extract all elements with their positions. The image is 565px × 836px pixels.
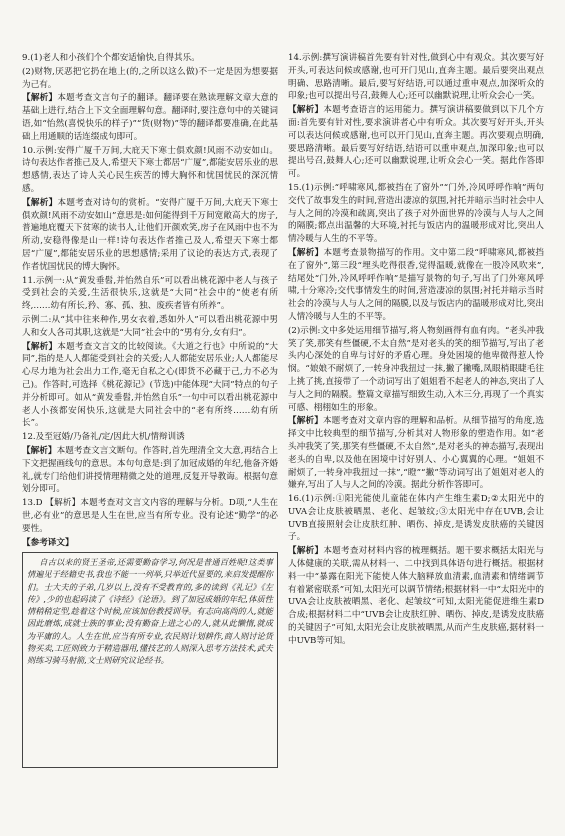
text-paragraph: 【解析】本题考查文言文断句。作答时,首先理清全文大意,再结合上下文把握画线句的意思。本句句意是:到了加冠成婚的年纪,他备齐婚礼,就专门给他们讲授情理精微之处的道理,反复开导教诲。根据句意划分即可。	[22, 445, 278, 495]
text-paragraph: (2)示例:文中多处运用细节描写,将人物刻画得有血有肉。“老头冲我笑了笑,那笑有些僵硬,不太自然”是对老头的笑的细节描写,写出了老头内心深处的自卑与讨好的矛盾心理。身处困境的他卑微得惹人怜悯。“娘娘不耐烦了,一转身冲我扭过一抹,撇了撇嘴,凤眼梢眼睫毛往上挑了挑,直接带了一个动词写出了姐姐看不起老人的神态,突出了人与人之间的隔膜。整篇文章描写细致生动,入木三分,再现了一个真实可感、栩栩如生的形象。	[288, 325, 544, 413]
text-paragraph: 【解析】本题考查文言文的比较阅读。《大道之行也》中所说的“大同”,指的是人人都能受到社会的关爱;人人都能安居乐业;人人都能尽心尽力地为社会出力工作,毫无自私之心(即货不必藏于己,力不必为己)。作答时,可选择《桃花源记》(节选)中能体现“大同”特点的句子并分析即可。如从“黄发垂髫,并怡然自乐”一句中可以看出桃花源中老人小孩都安闲快乐,这就是大同社会中的“老有所终……幼有所长”。	[22, 341, 278, 429]
text-paragraph: 13.D 【解析】本题考查对文言文内容的理解与分析。D项,“人生在世,必有业”的意思是人生在世,应当有所专业。没有论述“勤学”的必要性。	[22, 498, 278, 534]
reference-translation-text: 自古以来的贤王圣帝,还需要勤奋学习,何况是普通百姓呢!这类事情遍见于经籍史书,我也不能一一列举,只举近代显要的,来启发提醒你们。士大夫的子弟,几岁以上,没有不受教育的,多的读到《礼记》《左传》,少的也起码读了《诗经》《论语》。到了加冠成婚的年纪,体质性情稍稍定型,趁着这个时候,应该加倍教授训导。有志向高尚的人,就能因此磨炼,成就士族的事业;没有勤奋上进之心的人,就从此懒惰,就成为平庸的人。人生在世,应当有所专业,农民则计划耕作,商人则讨论货物买卖,工匠则致力于精造器用,懂技艺的人则深入思考方法技术,武夫则练习骑马射箭,文士则研究议论经书。	[27, 557, 273, 665]
text-paragraph: 16.(1)示例:①阳光能使儿童能在体内产生维生素D;②太阳光中的UVA会让皮肤被晒黑、老化、起皱纹;③太阳光中存在UVB,会让UVB直接照射会让皮肤红肿、晒伤、掉皮,是诱发皮肤癌的关键因子。	[288, 494, 544, 543]
text-paragraph: 11.示例一:从“黄发垂髫,并怡然自乐”可以看出桃花源中老人与孩子受到社会的关爱,生活很快乐,这就是“大同”社会中的“使老有所终,……幼有所长,矜、寡、孤、独、废疾者皆有所养”。	[22, 275, 278, 312]
text-paragraph: (2)财物,厌恶把它扔在地上(的,之所以这么做)不一定是因为想要据为己有。	[22, 66, 278, 90]
text-paragraph: 10.示例:安得广厦千万间,大庇天下寒士俱欢颜!风雨不动安如山。 诗句表达作者推己及人,希望天下寒士都居“广厦”,都能安居乐业的思想感情,表达了诗人关心民生疾苦的博大胸怀和忧国忧民的深沉情感。	[22, 145, 278, 194]
text-paragraph: 【解析】本题考查对材料内容的梳理概括。题干要求概括太阳光与人体健康的关联,需从材料一、二中找到具体语句进行概括。根据材料一中“暴露在阳光下能使人体大脑释放血清素,血清素和情绪调节有着紧密联系”可知,太阳光可以调节情绪;根据材料一中“太阳光中的UVA会让皮肤被晒黑、老化、起皱纹”可知,太阳光能促进维生素D合成;根据材料二中“UVB会让皮肤红肿、晒伤、掉皮,是诱发皮肤癌的关键因子”可知,太阳光会让皮肤被晒黑,从而产生皮肤癌,据材料一中UVB等可知。	[288, 546, 544, 646]
text-paragraph: 【解析】本题考查语言的运用能力。撰写演讲稿要做到以下几个方面:首先要有针对性,要求演讲者心中有听众。其次要写好开头,开头可以表达问候或感谢,也可以开门见山,直奔主题。再次要观点明确,要思路清晰。最后要写好结语,结语可以重申观点,加深印象;也可以提出号召,鼓舞人心;还可以幽默说理,让听众会心一笑。据此作答即可。	[288, 105, 544, 180]
text-paragraph: 14.示例:撰写演讲稿首先要有针对性,做到心中有观众。其次要写好开头,可表达问候或感谢,也可开门见山,直奔主题。最后要突出观点明确、思路清晰。最后,要写好结语,可以通过重申观点,加深听众的印象;也可以提出号召,鼓舞人心;还可以幽默说理,让听众会心一笑。	[288, 53, 544, 102]
text-paragraph: 【解析】本题考查对文章内容的理解和品析。从细节描写的角度,选择文中比较典型的细节描写,分析其对人物形象的塑造作用。如“老头冲我笑了笑,那笑有些僵硬,不太自然”,是对老头的神态描写,表现出老头的自卑,以及他在困境中讨好别人、小心翼翼的心理。“姐姐不耐烦了,一转身冲我扭过一抹”,“瞪”“撇”等动词写出了姐姐对老人的嫌弃,写出了人与人之间的冷漠。据此分析作答即可。	[288, 416, 544, 491]
text-paragraph: 【解析】本题考查景物描写的作用。文中第二段“呼啸寒风,都被挡在了窗外”,第三段“埋头吃得很香,觉得温暖,就像在一股冷风吹来”,结尾处“门外,冷风呼呼作响”是描写景物的句子,写出了门外寒风呼啸,十分寒冷;交代事情发生的时间,营造凄凉的氛围;衬托并暗示当时社会的冷漠与人与人之间的隔膜,以及与饭店内的温暖形成对比,突出人情冷暖与人生的不平等。	[288, 247, 544, 322]
left-paragraphs	[22, 52, 278, 535]
text-paragraph: 示例二:从“其中往来种作,男女衣着,悉如外人”可以看出桃花源中男人和女人各司其职,这就是“大同”社会中的“男有分,女有归”。	[22, 314, 278, 338]
text-paragraph: 【解析】本题考查对诗句的赏析。“安得广厦千万间,大庇天下寒士俱欢颜!风雨不动安如山”意思是:如何能得到千万间宽敞高大的房子,普遍地庇覆天下贫寒的读书人,让他们开颜欢笑,房子在风雨中也不为所动,安稳得像是山一样!诗句表达作者推己及人,希望天下寒士都居“广厦”,都能安居乐业的思想感情;采用了议论的表达方式,表现了作者忧国忧民的博大胸怀。	[22, 197, 278, 272]
text-paragraph: 9.(1)老人和小孩们个个都安适愉快,自得其乐。	[22, 53, 200, 63]
reference-translation-title: 【参考译文】	[22, 538, 74, 549]
left-column	[22, 52, 278, 826]
text-paragraph: 15.(1)示例:“呼啸寒风,都被挡在了窗外”“门外,冷风呼呼作响”两句交代了故事发生的时间,营造出凄凉的氛围,衬托并暗示当时社会中人与人之间的冷漠和疏离,突出了孩子对外面世界的冷漠与人与人之间的隔膜;都点出温馨的大环境,衬托与饭店内的温暖形成对比,突出人情冷暖与人生的不平等。	[288, 182, 544, 245]
right-column	[288, 52, 544, 826]
reference-translation-box	[22, 552, 278, 768]
text-paragraph: 【解析】本题考查文言句子的翻译。翻译要在熟读理解文章大意的基础上进行,结合上下文全面理解句意。翻译时,要注意句中的关键词语,如“怡然(喜悦快乐的样子)”“货(财物)”等的翻译都要准确,在此基础上用通顺的话连缀成句即可。	[22, 93, 278, 142]
text-paragraph: 12.及至冠婚/乃备礼/定/因此大机/情辩训诱	[22, 432, 185, 443]
